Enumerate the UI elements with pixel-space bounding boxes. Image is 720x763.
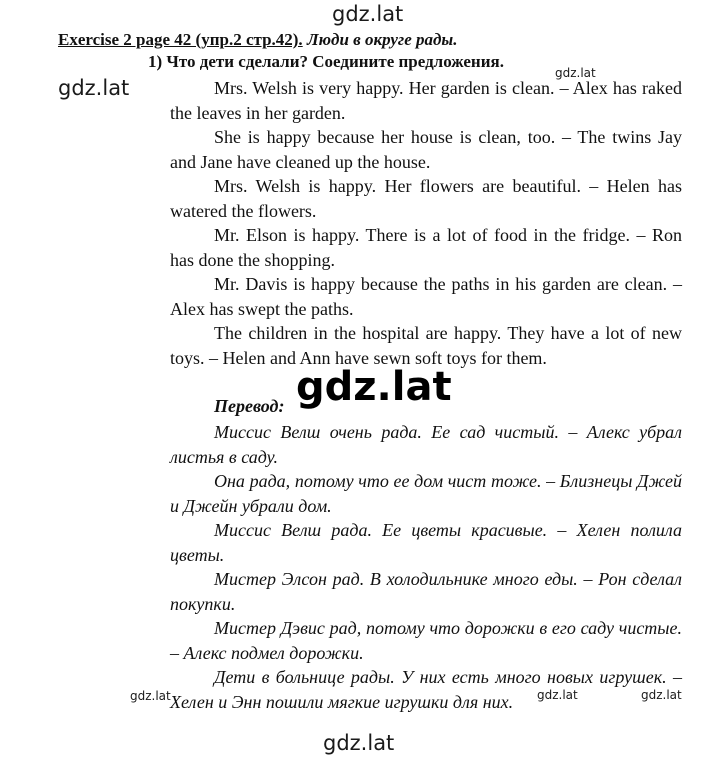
translation-paragraph-1: Миссис Велш очень рада. Ее сад чистый. – Алекс убрал листья в саду. <box>170 422 682 467</box>
watermark-top: gdz.lat <box>332 2 404 26</box>
translation-paragraph-2: Она рада, потому что ее дом чист тоже. – Близнецы Джей и Джейн убрали дом. <box>170 471 682 516</box>
translation-paragraph-5: Мистер Дэвис рад, потому что дорожки в его саду чистые. – Алекс подмел дорожки. <box>170 618 682 663</box>
translation-paragraph-6: Дети в больнице рады. У них есть много новых игрушек. – Хелен и Энн пошили мягкие игрушки для них. <box>170 667 682 712</box>
translation-text <box>170 420 682 714</box>
watermark-left: gdz.lat <box>58 76 130 100</box>
watermark-bottom-mid: gdz.lat <box>537 688 578 702</box>
english-paragraph-6: The children in the hospital are happy. They have a lot of new toys. – Helen and Ann have sewn soft toys for them. <box>170 323 682 368</box>
translation-label: Перевод: <box>214 396 285 416</box>
english-paragraph-3: Mrs. Welsh is happy. Her flowers are beautiful. – Helen has watered the flowers. <box>170 176 682 221</box>
english-paragraph-4: Mr. Elson is happy. There is a lot of food in the fridge. – Ron has done the shopping. <box>170 225 682 270</box>
translation-paragraph-3: Миссис Велш рада. Ее цветы красивые. – Хелен полила цветы. <box>170 520 682 565</box>
exercise-title: Exercise 2 page 42 (упр.2 стр.42). <box>58 30 303 49</box>
watermark-bottom-right: gdz.lat <box>641 688 682 702</box>
translation-paragraph-4: Мистер Элсон рад. В холодильнике много еды. – Рон сделал покупки. <box>170 569 682 614</box>
exercise-topic: Люди в округе рады. <box>306 30 458 49</box>
watermark-small-right: gdz.lat <box>555 66 596 80</box>
watermark-bottom-left: gdz.lat <box>130 689 171 703</box>
watermark-large: gdz.lat <box>296 364 452 410</box>
english-paragraph-1: Mrs. Welsh is very happy. Her garden is clean. – Alex has raked the leaves in her garden. <box>170 78 682 123</box>
task-heading: 1) Что дети сделали? Соедините предложения. <box>148 52 504 71</box>
watermark-bottom: gdz.lat <box>323 731 395 755</box>
english-text <box>170 76 682 370</box>
exercise-header <box>58 30 457 50</box>
english-paragraph-2: She is happy because her house is clean, too. – The twins Jay and Jane have cleaned up the house. <box>170 127 682 172</box>
english-paragraph-5: Mr. Davis is happy because the paths in his garden are clean. – Alex has swept the paths. <box>170 274 682 319</box>
